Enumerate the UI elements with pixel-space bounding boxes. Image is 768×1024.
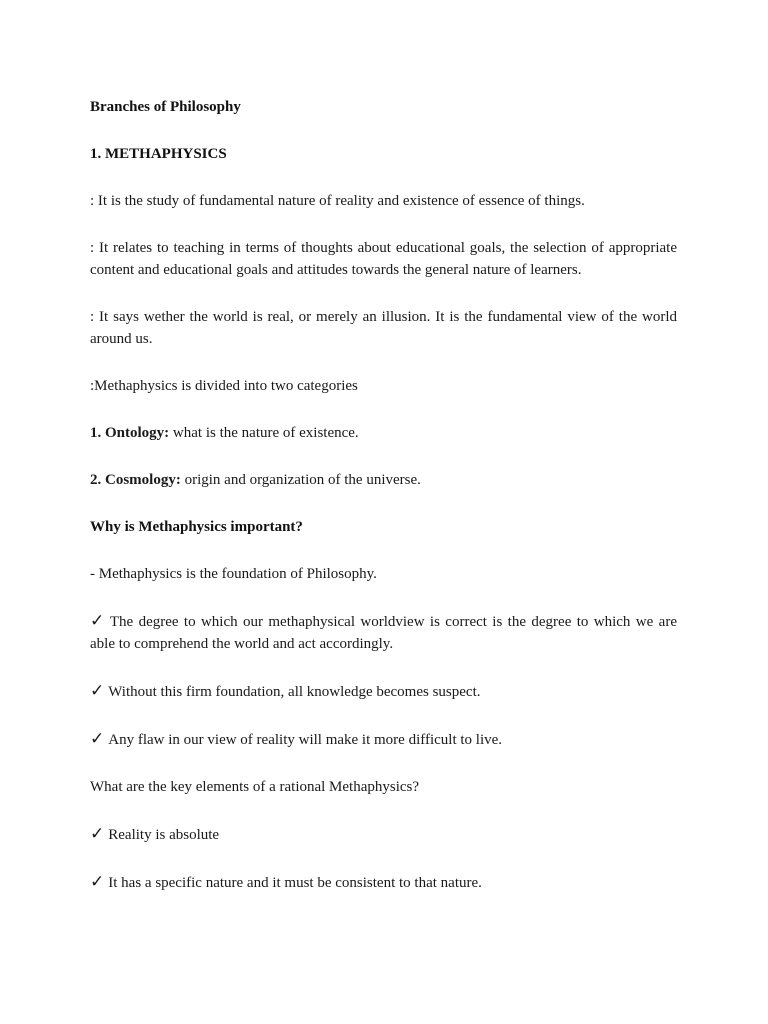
category-item bbox=[90, 469, 677, 491]
importance-point bbox=[90, 680, 677, 703]
paragraph-definition: : It is the study of fundamental nature of reality and existence of essence of things. bbox=[90, 193, 585, 209]
importance-point-text: Without this firm foundation, all knowledge becomes suspect. bbox=[108, 684, 481, 700]
section-heading: 1. METHAPHYSICS bbox=[90, 146, 227, 162]
category-item bbox=[90, 422, 677, 444]
element-point bbox=[90, 871, 677, 894]
importance-point-text: The degree to which our methaphysical worldview is correct is the degree to which we are able to comprehend the world and act accordingly. bbox=[90, 614, 677, 652]
category-text: what is the nature of existence. bbox=[169, 425, 359, 441]
checkmark-icon: ✓ bbox=[90, 611, 106, 631]
importance-heading: Why is Methaphysics important? bbox=[90, 519, 303, 535]
element-point-text: It has a specific nature and it must be consistent to that nature. bbox=[108, 875, 482, 891]
importance-point-text: Any flaw in our view of reality will make it more difficult to live. bbox=[108, 732, 503, 748]
foundation-line: - Methaphysics is the foundation of Philosophy. bbox=[90, 566, 377, 582]
paragraph-education: : It relates to teaching in terms of thoughts about educational goals, the selection of appropriate content and educational goals and attitudes towards the general nature of learners. bbox=[90, 240, 677, 278]
category-term: 1. Ontology: bbox=[90, 425, 170, 441]
checkmark-icon: ✓ bbox=[90, 729, 105, 749]
checkmark-icon: ✓ bbox=[90, 681, 105, 701]
checkmark-icon: ✓ bbox=[90, 824, 105, 844]
elements-question: What are the key elements of a rational Methaphysics? bbox=[90, 779, 420, 795]
checkmark-icon: ✓ bbox=[90, 872, 105, 892]
document-title: Branches of Philosophy bbox=[90, 99, 241, 115]
element-point bbox=[90, 823, 677, 846]
importance-point bbox=[90, 610, 677, 655]
paragraph-categories-intro: :Methaphysics is divided into two categories bbox=[90, 378, 358, 394]
category-term: 2. Cosmology: bbox=[90, 472, 181, 488]
category-text: origin and organization of the universe. bbox=[180, 472, 421, 488]
document-page bbox=[90, 96, 677, 894]
paragraph-world-view: : It says wether the world is real, or merely an illusion. It is the fundamental view of the world around us. bbox=[90, 309, 677, 347]
importance-point bbox=[90, 728, 677, 751]
element-point-text: Reality is absolute bbox=[108, 827, 220, 843]
